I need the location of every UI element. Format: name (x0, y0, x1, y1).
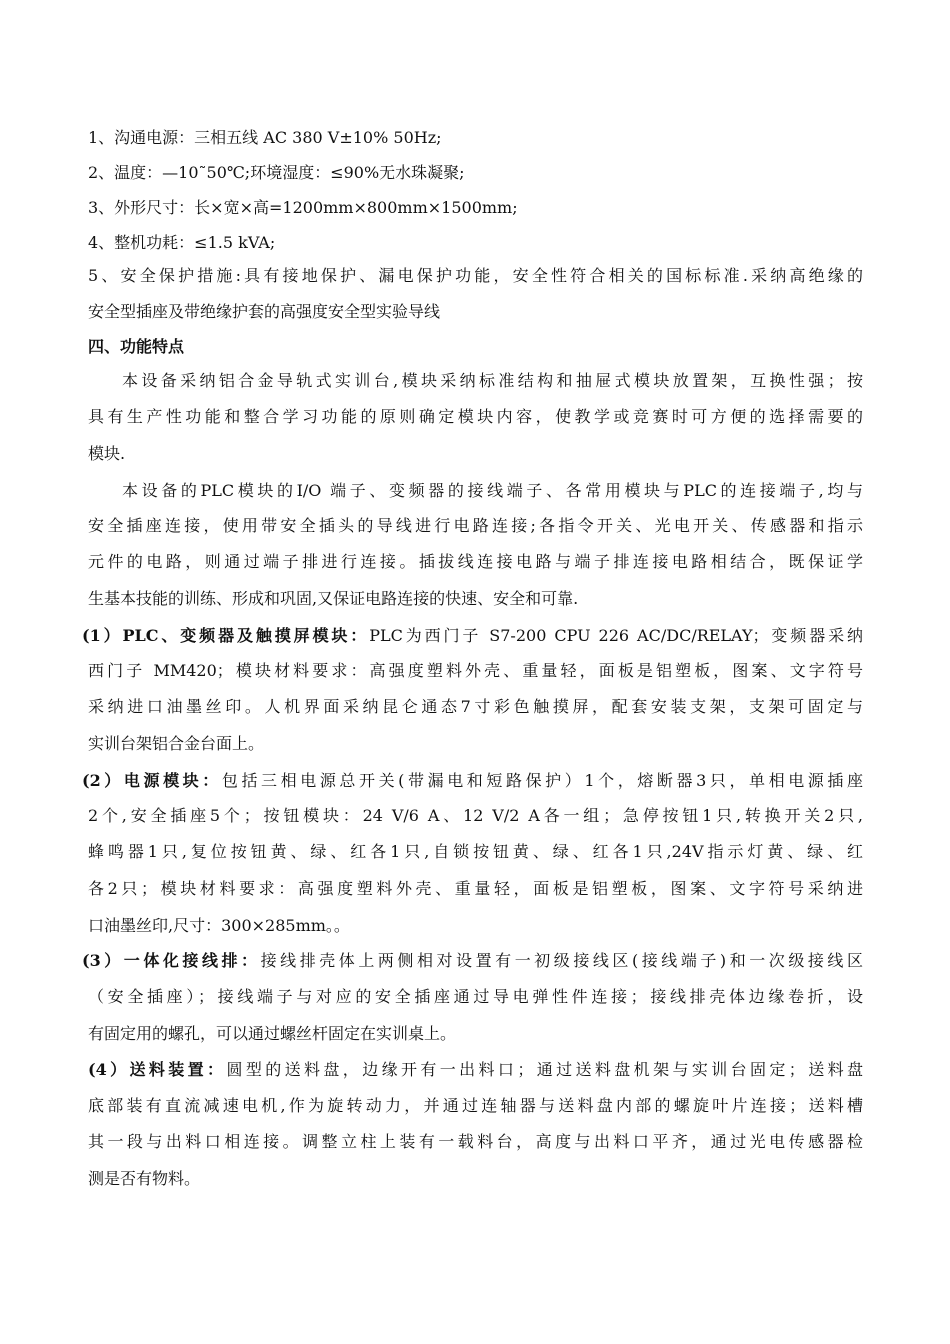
item2-line5: 口油墨丝印,尺寸：300×285mm。。 (88, 916, 350, 935)
item2-line3: 蜂鸣器1只,复位按钮黄、绿、红各1只,自锁按钮黄、绿、红各1只,24V指示灯黄、绿、红 (88, 842, 863, 861)
para1-line2: 具有生产性功能和整合学习功能的原则确定模块内容，使教学或竞赛时可方便的选择需要的 (88, 407, 863, 426)
item4-line2: 底部装有直流减速电机,作为旋转动力，并通过连轴器与送料盘内部的螺旋叶片连接；送料槽 (88, 1096, 863, 1115)
item1-line4: 实训台架铝合金台面上。 (88, 734, 265, 753)
spec-power-consumption: 4、整机功耗：≤1.5 kVA; (88, 233, 276, 252)
item3-line1 (82, 951, 863, 971)
para1-line1: 本设备采纳铝合金导轨式实训台,模块采纳标准结构和抽屉式模块放置架，互换性强；按 (122, 371, 863, 390)
item2-label: (2）电源模块： (82, 771, 222, 790)
item1-label: (1）PLC、变频器及触摸屏模块： (82, 626, 370, 645)
item2-line2: 2个,安全插座5个；按钮模块：24 V/6 A、12 V/2 A各一组；急停按钮1只,转换开关2只, (88, 806, 863, 825)
para1-line3: 模块. (88, 444, 126, 463)
para2-line2: 安全插座连接，使用带安全插头的导线进行电路连接;各指令开关、光电开关、传感器和指示 (88, 516, 863, 535)
spec-safety-line1: 5、安全保护措施:具有接地保护、漏电保护功能，安全性符合相关的国标标准.采纳高绝缘的 (88, 266, 863, 285)
item3-line3: 有固定用的螺孔，可以通过螺丝杆固定在实训桌上。 (88, 1024, 457, 1043)
para2-line1: 本设备的PLC模块的I/O 端子、变频器的接线端子、各常用模块与PLC的连接端子,均与 (122, 481, 863, 500)
spec-temperature: 2、温度：—10˜50℃;环境湿度：≤90%无水珠凝聚; (88, 163, 465, 182)
item3-label: (3）一体化接线排： (82, 951, 261, 970)
item3-line2: （安全插座）；接线端子与对应的安全插座通过导电弹性件连接；接线排壳体边缘卷折，设 (88, 987, 863, 1006)
spec-safety-line2: 安全型插座及带绝缘护套的高强度安全型实验导线 (88, 302, 441, 321)
item4-label: (4）送料装置： (88, 1060, 227, 1079)
spec-dimensions: 3、外形尺寸：长×宽×高=1200mm×800mm×1500mm; (88, 198, 518, 217)
item2-line4: 各2只；模块材料要求：高强度塑料外壳、重量轻，面板是铝塑板，图案、文字符号采纳进 (88, 879, 863, 898)
para2-line4: 生基本技能的训练、形成和巩固,又保证电路连接的快速、安全和可靠. (88, 589, 579, 608)
item1-line2: 西门子 MM420；模块材料要求：高强度塑料外壳、重量轻，面板是铝塑板，图案、文字符号 (88, 661, 863, 680)
item3-text: 接线排壳体上两侧相对设置有一初级接线区(接线端子)和一次级接线区 (260, 951, 863, 970)
item4-line1 (88, 1060, 863, 1080)
para2-line3: 元件的电路，则通过端子排进行连接。插拔线连接电路与端子排连接电路相结合，既保证学 (88, 552, 863, 571)
item4-line3: 其一段与出料口相连接。调整立柱上装有一载料台，高度与出料口平齐，通过光电传感器检 (88, 1132, 863, 1151)
spec-power: 1、沟通电源：三相五线 AC 380 V±10% 50Hz; (88, 128, 442, 147)
item2-text: 包括三相电源总开关(带漏电和短路保护）1个，熔断器3只，单相电源插座 (221, 771, 863, 790)
section-heading-features: 四、功能特点 (88, 337, 185, 356)
item2-line1 (82, 771, 863, 791)
item1-line1 (82, 626, 863, 646)
item1-text: PLC为西门子 S7-200 CPU 226 AC/DC/RELAY；变频器采纳 (369, 626, 863, 645)
item1-line3: 采纳进口油墨丝印。人机界面采纳昆仑通态7寸彩色触摸屏，配套安装支架，支架可固定与 (88, 697, 863, 716)
item4-text: 圆型的送料盘，边缘开有一出料口；通过送料盘机架与实训台固定；送料盘 (226, 1060, 863, 1079)
item4-line4: 测是否有物料。 (88, 1169, 201, 1188)
